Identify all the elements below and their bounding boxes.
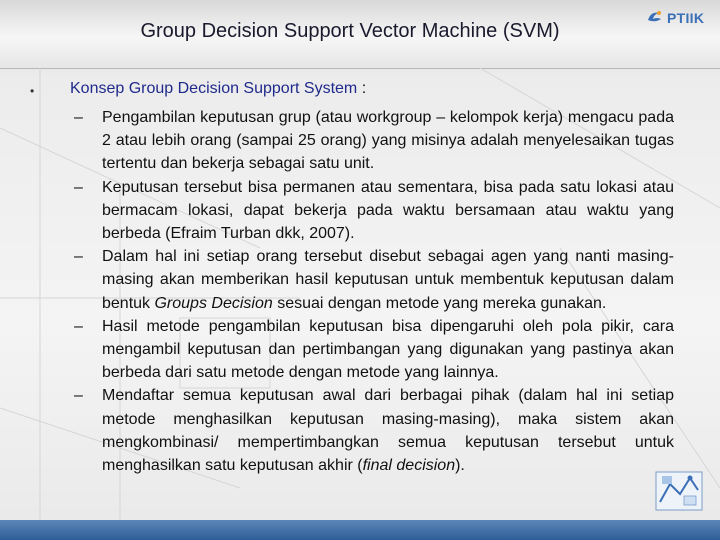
dash-marker: – bbox=[74, 387, 83, 405]
sub-point-italic: final decision bbox=[362, 457, 456, 475]
sub-point bbox=[70, 176, 674, 246]
sub-point-text: Hasil metode pengambilan keputusan bisa dipengaruhi oleh pola pikir, cara mengambil keputusan dan pertimbangan yang digunakan yang pastinya akan berbeda dari satu metode dengan metode yang lainnya. bbox=[102, 317, 674, 382]
sub-point bbox=[70, 384, 674, 477]
bullet-marker: • bbox=[30, 84, 35, 98]
sub-point-italic: Groups Decision bbox=[154, 294, 273, 312]
sub-point-list bbox=[70, 106, 674, 477]
sub-point-text: Dalam hal ini setiap orang tersebut disebut sebagai agen yang nanti masing-masing akan memberikan hasil keputusan untuk membentuk keputusan dalam bentuk bbox=[102, 248, 674, 312]
sub-point-text: Pengambilan keputusan grup (atau workgroup – kelompok kerja) mengacu pada 2 atau lebih orang (sampai 25 orang) yang misinya adalah menyelesaikan tugas tertentu dan bekerja sebagai satu unit. bbox=[102, 109, 674, 173]
sub-point-text: Mendaftar semua keputusan awal dari berbagai pihak (dalam hal ini setiap metode menghasilkan keputusan masing-masing), maka sistem akan mengkombinasi/ mempertimbangkan semua keputusan tersebut untuk menghasilkan satu keputusan akhir ( bbox=[102, 387, 674, 475]
main-heading-text: Konsep Group Decision Support System bbox=[70, 80, 358, 97]
puzzle-map-icon bbox=[650, 462, 708, 518]
slide-header bbox=[0, 0, 720, 69]
dash-marker: – bbox=[74, 178, 83, 196]
sub-point bbox=[70, 315, 674, 385]
sub-point bbox=[70, 245, 674, 315]
heading-colon: : bbox=[357, 80, 367, 97]
ptiik-logo bbox=[645, 6, 704, 30]
logo-text: PTIIK bbox=[667, 10, 705, 26]
footer-bar bbox=[0, 520, 720, 540]
dash-marker: – bbox=[74, 248, 83, 266]
dash-marker: – bbox=[74, 317, 83, 335]
sub-point bbox=[70, 106, 674, 176]
main-heading bbox=[70, 80, 366, 98]
sub-point-text: Keputusan tersebut bisa permanen atau sementara, bisa pada satu lokasi atau bermacam lokasi, dapat bekerja pada waktu bersamaan atau waktu yang berbeda (Efraim Turban dkk, 2007). bbox=[102, 178, 674, 243]
dash-marker: – bbox=[74, 109, 83, 126]
slide-title: Group Decision Support Vector Machine (SVM) bbox=[140, 20, 560, 42]
sub-point-text: sesuai dengan metode yang mereka gunakan. bbox=[272, 294, 607, 312]
sub-point-text: ). bbox=[455, 457, 465, 475]
ptiik-logo-mark-icon bbox=[645, 8, 665, 28]
